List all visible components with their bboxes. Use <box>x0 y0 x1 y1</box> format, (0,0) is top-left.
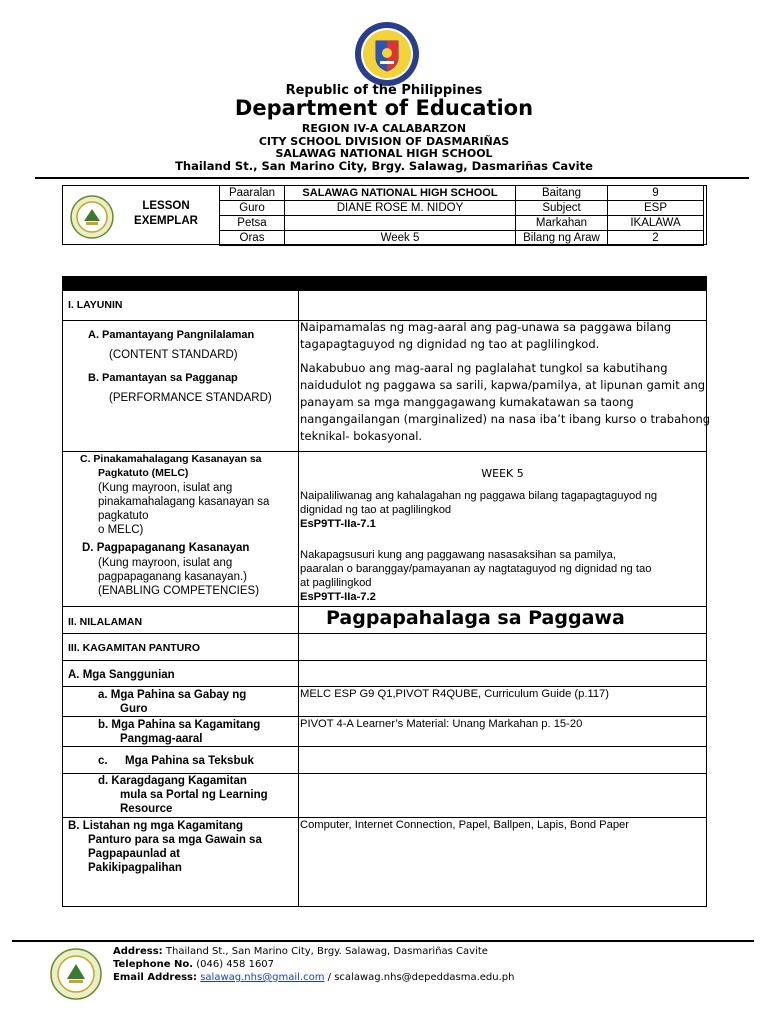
melc-note-line: pinakamahalagang kasanayan sa <box>98 496 270 508</box>
label-bilang-ng-araw: Bilang ng Araw <box>516 231 608 246</box>
label-kagamitang-pangmag-aaral <box>98 718 260 746</box>
exemplar-label-line1: LESSON <box>142 200 190 212</box>
kagamitang-value: PIVOT 4-A Learner’s Material: Unang Markahan p. 15-20 <box>300 718 583 730</box>
week-label: WEEK 5 <box>481 467 524 480</box>
karagdagang-line: d. Karagdagang Kagamitan <box>98 775 247 787</box>
listahan-line: Pakikipagpalihan <box>88 862 182 874</box>
performance-standard-line: naidudulot ng paggawa sa sarili, kapwa/pamilya, at lipunan gamit ang <box>300 378 706 392</box>
label-markahan: Markahan <box>516 216 608 231</box>
label-guro: Guro <box>220 201 285 216</box>
exemplar-info-table <box>219 185 704 246</box>
value-petsa <box>285 216 516 231</box>
deped-seal-logo <box>354 21 420 87</box>
melc-1-code: EsP9TT-IIa-7.1 <box>300 518 376 530</box>
label-teksbuk: Mga Pahina sa Teksbuk <box>125 755 254 767</box>
melc-note <box>98 481 269 537</box>
label-paaralan: Paaralan <box>220 186 285 201</box>
school-logo <box>70 195 114 239</box>
value-paaralan: SALAWAG NATIONAL HIGH SCHOOL <box>285 186 516 201</box>
row-divider <box>62 746 707 747</box>
content-standard-line: Naipamamalas ng mag-aaral ang pag-unawa sa paggawa bilang <box>300 320 672 334</box>
listahan-line: Panturo para sa mga Gawain sa <box>88 834 262 846</box>
header-region: REGION IV-A CALABARZON <box>301 122 467 135</box>
footer-address-value: Thailand St., San Marino City, Brgy. Salawag, Dasmariñas Cavite <box>162 946 488 957</box>
label-performance-standard: B. Pamantayan sa Pagganap <box>88 372 238 384</box>
label-content-standard-sub: (CONTENT STANDARD) <box>109 349 238 361</box>
performance-standard-line: nangangailangan (marginalized) na nasa iba’t ibang kurso o trabahong <box>300 412 711 426</box>
content-standard-text <box>300 319 671 353</box>
melc-note-line: o MELC) <box>98 524 144 536</box>
table-row <box>220 216 704 231</box>
melc-label-line: C. Pinakamahalagang Kasanayan sa <box>80 453 262 465</box>
footer-address <box>113 945 488 958</box>
melc-1-line: dignidad ng tao at paglilingkod <box>300 504 452 516</box>
section-kagamitan: III. KAGAMITAN PANTURO <box>68 642 201 654</box>
melc-1-line: Naipaliliwanag ang kahalagahan ng paggawa bilang tagapagtaguyod ng <box>300 490 658 502</box>
kagamitang-line: b. Mga Pahina sa Kagamitang <box>98 719 261 731</box>
melc-2-line: at paglilingkod <box>300 577 372 589</box>
label-enabling: D. Pagpapaganang Kasanayan <box>82 542 250 554</box>
footer-email-label: Email Address: <box>113 972 198 983</box>
label-melc <box>80 452 262 480</box>
content-standard-line: tagapagtaguyod ng dignidad ng tao at paglilingkod. <box>300 337 600 351</box>
performance-standard-line: teknikal- bokasyonal. <box>300 429 423 443</box>
performance-standard-line: panayam sa mga manggagawang kumakatawan sa taong <box>300 395 634 409</box>
row-divider <box>62 633 707 634</box>
footer-address-label: Address: <box>113 946 163 957</box>
value-bilang-ng-araw: 2 <box>608 231 704 246</box>
label-listahan-kagamitang <box>68 819 262 875</box>
performance-standard-line: Nakabubuo ang mag-aaral ng paglalahat tungkol sa kabutihang <box>300 361 668 375</box>
footer-phone-label: Telephone No. <box>113 959 194 970</box>
melc-2-code: EsP9TT-IIa-7.2 <box>300 591 376 603</box>
label-teksbuk-letter: c. <box>98 755 108 767</box>
karagdagang-line: mula sa Portal ng Learning <box>120 789 268 801</box>
header-republic: Republic of the Philippines <box>285 83 483 98</box>
value-oras: Week 5 <box>285 231 516 246</box>
email-link[interactable]: salawag.nhs@gmail.com <box>200 972 325 983</box>
header-division: CITY SCHOOL DIVISION OF DASMARIÑAS <box>258 135 510 148</box>
melc-label-line: Pagkatuto (MELC) <box>98 467 189 479</box>
section-layunin: I. LAYUNIN <box>68 299 123 311</box>
footer-divider <box>12 940 754 942</box>
nilalaman-title: Pagpapahalaga sa Paggawa <box>326 607 625 629</box>
enabling-note <box>98 556 259 598</box>
header-school: SALAWAG NATIONAL HIGH SCHOOL <box>275 147 493 160</box>
label-sanggunian: A. Mga Sanggunian <box>68 669 175 681</box>
label-performance-standard-sub: (PERFORMANCE STANDARD) <box>109 392 272 404</box>
label-baitang: Baitang <box>516 186 608 201</box>
footer-phone-value: (046) 458 1607 <box>193 959 275 970</box>
exemplar-label-line2: EXEMPLAR <box>134 215 198 227</box>
column-divider <box>298 291 299 907</box>
footer-phone <box>113 958 274 971</box>
enabling-note-line: (ENABLING COMPETENCIES) <box>98 585 260 597</box>
school-seal-logo <box>50 948 102 1000</box>
label-content-standard: A. Pamantayang Pangnilalaman <box>88 329 255 341</box>
gabay-line: Guro <box>120 703 148 715</box>
label-subject: Subject <box>516 201 608 216</box>
melc-1 <box>300 489 657 531</box>
label-karagdagang-kagamitan <box>98 774 268 816</box>
header-divider <box>35 177 749 179</box>
table-row <box>220 201 704 216</box>
value-markahan: IKALAWA <box>608 216 704 231</box>
melc-note-line: (Kung mayroon, isulat ang <box>98 482 233 494</box>
lesson-exemplar-label <box>112 199 220 229</box>
kagamitang-line: Pangmag-aaral <box>120 733 203 745</box>
header-department: Department of Education <box>234 96 534 120</box>
row-divider <box>62 660 707 661</box>
label-oras: Oras <box>220 231 285 246</box>
enabling-note-line: (Kung mayroon, isulat ang <box>98 557 233 569</box>
gabay-line: a. Mga Pahina sa Gabay ng <box>98 689 247 701</box>
header-address: Thailand St., San Marino City, Brgy. Salawag, Dasmariñas Cavite <box>175 159 593 173</box>
melc-note-line: pagkatuto <box>98 510 149 522</box>
listahan-line: Pagpapaunlad at <box>88 848 181 860</box>
footer-email <box>113 971 514 984</box>
value-baitang: 9 <box>608 186 704 201</box>
value-subject: ESP <box>608 201 704 216</box>
melc-2-line: Nakapagsusuri kung ang paggawang nasasaksihan sa pamilya, <box>300 549 616 561</box>
karagdagang-line: Resource <box>120 803 173 815</box>
melc-2 <box>300 548 651 604</box>
section-nilalaman: II. NILALAMAN <box>68 616 143 628</box>
listahan-line: B. Listahan ng mga Kagamitang <box>68 820 244 832</box>
footer-email-rest: / scalawag.nhs@depeddasma.edu.ph <box>324 972 515 983</box>
label-petsa: Petsa <box>220 216 285 231</box>
table-header-bar <box>62 276 707 291</box>
performance-standard-text <box>300 360 710 445</box>
label-gabay-ng-guro <box>98 688 246 716</box>
listahan-value: Computer, Internet Connection, Papel, Ballpen, Lapis, Bond Paper <box>300 819 629 831</box>
table-row <box>220 231 704 246</box>
value-guro: DIANE ROSE M. NIDOY <box>285 201 516 216</box>
melc-2-line: paaralan o baranggay/pamayanan ay nagtataguyod ng dignidad ng tao <box>300 563 652 575</box>
gabay-ng-guro-value: MELC ESP G9 Q1,PIVOT R4QUBE, Curriculum Guide (p.117) <box>300 688 610 700</box>
table-row <box>220 186 704 201</box>
enabling-note-line: pagpapaganang kasanayan.) <box>98 571 247 583</box>
